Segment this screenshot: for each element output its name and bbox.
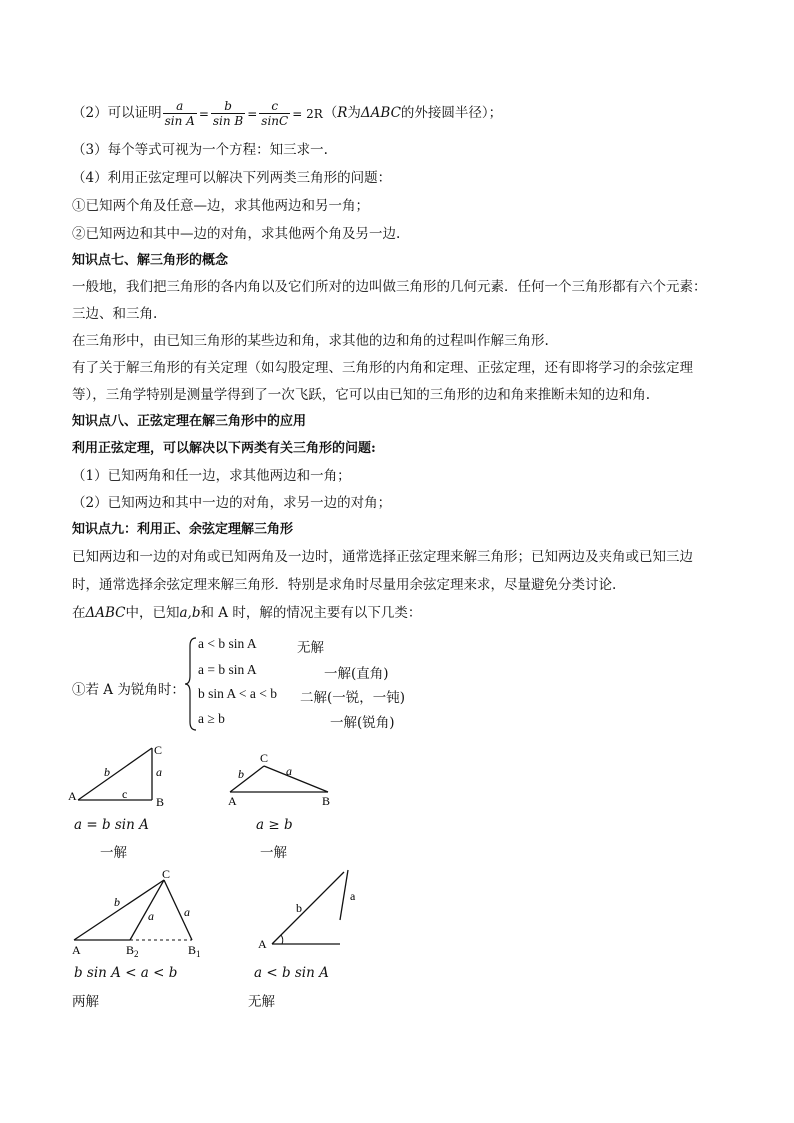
fig4-label-b: b	[296, 901, 302, 915]
fig3-formula: b sin A < a < b	[74, 965, 178, 981]
para-7b: 三边、和三角.	[72, 306, 158, 322]
fig1-label-a: a	[156, 765, 162, 779]
para-7a: 一般地，我们把三角形的各内角以及它们所对的边叫做三角形的几何元素．任何一个三角形都有六个元素：	[72, 279, 707, 295]
figure-two-solutions	[68, 866, 218, 958]
para-9a: 已知两边和一边的对角或已知两角及一边时，通常选择正弦定理来解三角形；已知两边及夹角或已知三边	[72, 549, 693, 565]
fig1-label-b: b	[104, 765, 110, 779]
heading-8: 知识点八、正弦定理在解三角形中的应用	[72, 414, 307, 429]
heading-9: 知识点九：利用正、余弦定理解三角形	[72, 522, 294, 537]
fig4-side-a	[340, 870, 348, 920]
condition-row-4: a ≥ b	[198, 711, 225, 726]
figure-right-triangle	[68, 740, 178, 812]
fig3-label-a-inner: a	[148, 909, 154, 923]
fig4-result: 无解	[248, 994, 275, 1010]
fig4-formula: a < b sin A	[254, 965, 329, 981]
result-row-4: 一解(锐角)	[330, 715, 395, 731]
left-brace-icon	[184, 636, 198, 732]
fig3-vertex-A: A	[72, 943, 81, 957]
case-1: ①已知两个角及任意—边，求其他两边和另一角；	[72, 198, 369, 214]
fig1-result: 一解	[100, 845, 127, 861]
result-row-1: 无解	[297, 640, 324, 656]
fig2-vertex-C: C	[260, 751, 269, 765]
fig1-label-c: c	[122, 787, 128, 801]
item-4: （4）利用正弦定理可以解决下列两类三角形的问题：	[72, 170, 392, 186]
para-8a: （1）已知两角和任一边，求其他两边和一角；	[72, 468, 351, 484]
item-3: （3）每个等式可视为一个方程：知三求一.	[72, 142, 328, 158]
fig3-vertex-C: C	[162, 867, 171, 881]
para-7d: 有了关于解三角形的有关定理（如勾股定理、三角形的内角和定理、正弦定理，还有即将学习的余弦定理	[72, 360, 693, 376]
para-9c: 在ΔABC中，已知a,b和 A 时，解的情况主要有以下几类：	[72, 605, 422, 621]
fraction-c-sinC: $\frac{c}{\sin C}$	[261, 99, 289, 128]
fig4-angle-arc	[281, 935, 283, 944]
fig2-vertex-B: B	[322, 794, 331, 808]
figure-obtuse-triangle	[224, 748, 344, 808]
subheading-8: 利用正弦定理，可以解决以下两类有关三角形的问题:	[72, 441, 376, 456]
result-row-2: 一解(直角)	[324, 666, 389, 682]
equals-2r: = 2R	[292, 106, 323, 121]
fig2-label-b: b	[238, 767, 244, 781]
fig3-side-a-inner	[130, 880, 164, 940]
para-7c: 在三角形中，由已知三角形的某些边和角，求其他的边和角的过程叫作解三角形.	[72, 333, 549, 349]
figure-no-solution	[254, 864, 374, 956]
fig4-label-a: a	[350, 889, 356, 903]
para-9b: 时，通常选择余弦定理来解三角形．特别是求角时尽量用余弦定理来求，尽量避免分类讨论.	[72, 577, 617, 593]
system-label: ①若 A 为锐角时：	[72, 682, 185, 698]
fig2-side-b	[230, 766, 264, 792]
para-8b: （2）已知两边和其中一边的对角，求另一边的对角；	[72, 495, 392, 511]
fig1-vertex-B: B	[156, 795, 165, 809]
heading-7: 知识点七、解三角形的概念	[72, 253, 229, 268]
para-7e: 等），三角学特别是测量学得到了一次飞跃，它可以由已知的三角形的边和角来推断未知的边和角.	[72, 387, 651, 403]
fig4-vertex-A: A	[258, 937, 267, 951]
fig2-formula: a ≥ b	[256, 817, 293, 833]
fig3-vertex-B1: $B_1$	[188, 943, 201, 958]
fig3-label-a-outer: a	[184, 905, 190, 919]
fig1-vertex-A: A	[68, 789, 77, 803]
item-2-prefix: （2）可以证明	[72, 105, 162, 121]
case-2: ②已知两边和其中—边的对角，求其他两个角及另一边.	[72, 226, 401, 242]
condition-row-1: a < b sin A	[198, 636, 257, 651]
fraction-a-sinA: $\frac{a}{\text{sin A}}$	[164, 99, 195, 128]
fig2-vertex-A: A	[228, 794, 237, 808]
fig3-result: 两解	[72, 994, 99, 1010]
fig1-side-b	[78, 748, 152, 800]
fig2-label-a: a	[286, 764, 292, 778]
fig4-side-b	[272, 872, 344, 944]
fig2-result: 一解	[260, 845, 287, 861]
fig3-label-b: b	[114, 895, 120, 909]
fig1-vertex-C: C	[154, 743, 163, 757]
result-row-3: 二解(一锐，一钝)	[300, 690, 406, 706]
fig3-vertex-B2: $B_2$	[126, 943, 139, 958]
fig2-side-a	[264, 766, 328, 792]
condition-row-2: a = b sin A	[198, 662, 257, 677]
condition-row-3: b sin A < a < b	[198, 686, 277, 701]
fig1-formula: a = b sin A	[74, 817, 149, 833]
fraction-b-sinB: $\frac{b}{\text{sin B}}$	[212, 99, 244, 128]
law-of-sines-line: （2）可以证明 $\frac{a}{\text{sin A}}$ = $\frac{b}{\text{sin B}}$ = $\frac{c}{\sin C}$ = 2R（R为ΔABC的外接圆半径）；	[72, 96, 502, 131]
